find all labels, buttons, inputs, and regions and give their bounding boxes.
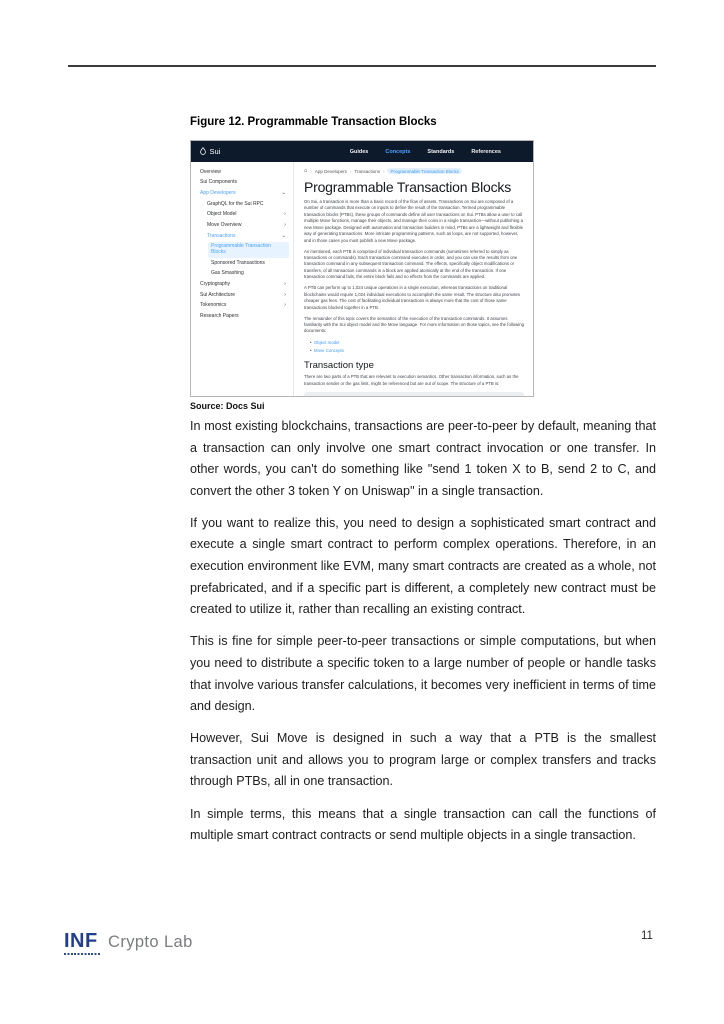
logo-tagline <box>64 953 101 956</box>
figure-caption: Figure 12. Programmable Transaction Blocks <box>190 116 437 128</box>
inf-crypto-lab-logo <box>64 931 193 955</box>
nav-item-references: References <box>471 148 501 155</box>
body-paragraph: However, Sui Move is designed in such a way that a PTB is the smallest transaction unit and allows you to program large or complex transfers and tracks through PTBs, all in one transaction. <box>190 731 656 789</box>
sidebar-item-move-overview: Move Overview › <box>204 220 289 231</box>
docs-paragraph: The remainder of this topic covers the semantics of the execution of the transaction commands. It assumes familiarity with the Sui object model and the Move language. For more information on those topics, see the following documents: <box>304 315 524 334</box>
docs-nav-links <box>350 149 501 155</box>
sui-logo-text: Sui <box>209 147 221 156</box>
docs-section-heading: Transaction type <box>304 359 374 371</box>
docs-main-content <box>294 162 533 396</box>
figure-source: Source: Docs Sui <box>190 401 265 411</box>
sidebar-item-overview: Overview <box>200 168 221 175</box>
chevron-right-icon <box>284 303 286 309</box>
report-body <box>190 416 656 857</box>
sidebar-item-tokenomics: Tokenomics › <box>197 301 289 312</box>
sidebar-item-sui-architecture: Sui Architecture › <box>197 290 289 301</box>
body-paragraph: This is fine for simple peer-to-peer transactions or simple computations, but when you need to distribute a specific token to a large number of people or handle tasks that involve various transfer calculations, it becomes very inefficient in terms of time and design. <box>190 634 656 714</box>
chevron-right-icon <box>284 223 286 229</box>
sui-droplet-icon <box>199 147 207 157</box>
docs-link-object-model: • Object model <box>310 339 524 346</box>
docs-section-paragraph: There are two parts of a PTB that are relevant to execution semantics. Other transaction information, such as the transaction sender or the gas limit, might be referenced but are out of scope. The structure of a PTB is: <box>304 374 519 386</box>
body-paragraph: In most existing blockchains, transactions are peer-to-peer by default, meaning that a transaction can only involve one smart contract invocation or one transfer. In other words, you can't do something like "send 1 token X to B, send 2 to C, and convert the other 3 token Y on Uniswap" in a single transaction. <box>190 419 656 498</box>
chevron-down-icon <box>281 234 286 240</box>
docs-navbar <box>191 141 533 162</box>
breadcrumb-separator <box>350 169 352 174</box>
sidebar-item-sui-components: Sui Components <box>200 179 237 186</box>
docs-link-move-concepts: • Move Concepts <box>310 347 524 354</box>
page-header-rule <box>68 65 656 67</box>
logo-inf-text: INF <box>64 930 98 952</box>
code-block-stub <box>304 392 524 397</box>
sui-logo <box>199 147 220 157</box>
nav-item-concepts: Concepts <box>385 148 411 155</box>
sidebar-item-cryptography: Cryptography › <box>197 279 289 290</box>
breadcrumb-current-page: Programmable Transaction Blocks <box>387 168 462 174</box>
sidebar-item-transactions: Transactions ⌄ <box>204 231 289 242</box>
sidebar-item-sponsored-transactions: Sponsored Transactions <box>211 259 265 266</box>
home-icon <box>304 168 307 174</box>
breadcrumb-separator <box>383 169 385 174</box>
body-paragraph: If you want to realize this, you need to design a sophisticated smart contract and execute a single smart contract to perform complex operations. Therefore, in an execution environment like EVM, many smart contracts are created as a whole, not prefabricated, and if a specific part is different, a completely new contract must be created to utilize it, rather than recalling an existing contract. <box>190 515 656 617</box>
docs-link-list <box>310 339 524 354</box>
breadcrumb-transactions: Transactions <box>354 168 380 174</box>
body-paragraph: In simple terms, this means that a single transaction can call the functions of multiple smart contract contracts or send multiple objects in a single transaction. <box>190 806 656 843</box>
chevron-right-icon <box>284 282 286 288</box>
chevron-right-icon <box>284 293 286 299</box>
sidebar-item-app-developers: App Developers ⌄ <box>197 188 289 199</box>
page-number: 11 <box>641 930 653 942</box>
sidebar-item-research-papers: Research Papers <box>200 313 239 320</box>
sidebar-item-graphql: GraphQL for the Sui RPC <box>207 200 264 207</box>
breadcrumb-separator <box>310 169 312 174</box>
docs-paragraph: A PTB can perform up to 1,024 unique operations in a single execution, whereas transactions on traditional blockchains would require 1,024 individual executions to accomplish the same result. The structure also promotes cheaper gas fees. The cost of facilitating individual transactions is always more that the cost of those same transactions blocked together in a PTB. <box>304 285 521 310</box>
chevron-down-icon <box>281 191 286 197</box>
nav-item-standards: Standards <box>427 148 455 155</box>
sidebar-item-gas-smashing: Gas Smashing <box>211 270 244 277</box>
sidebar-item-object-model: Object Model › <box>204 210 289 221</box>
sidebar-item-programmable-transaction-blocks: Programmable Transaction Blocks <box>208 242 289 258</box>
docs-screenshot <box>190 140 534 397</box>
nav-item-guides: Guides <box>349 148 369 155</box>
breadcrumb <box>304 168 524 174</box>
docs-paragraph: As mentioned, each PTB is comprised of individual transaction commands (sometimes referred to simply as transactions or commands). Each transaction command executes in order, and you can use the results from one transaction command in any subsequent transaction command. The effects, specifically object modifications or transfers, of all transaction commands in a block are applied atomically at the end of the transaction. If one transaction command fails, the entire block fails and no effects from the commands are applied. <box>304 248 518 280</box>
docs-sidebar <box>191 162 294 396</box>
chevron-right-icon <box>284 212 286 218</box>
docs-page-title: Programmable Transaction Blocks <box>304 179 511 195</box>
docs-paragraph: On Sui, a transaction is more than a basic record of the flow of assets. Transactions on Sui are composed of a number of commands that execute on inputs to define the result of the transaction. Termed programmable transaction blocks (PTBs), these groups of commands define all user transactions on Sui. PTBs allow a user to call multiple Move functions, manage their objects, and manage their coins in a single transaction—without publishing a new Move package. Designed with automation and transaction builders in mind, PTBs are a lightweight and flexible way of generating transactions. More intricate programming patterns, such as loops, are not supported, however, and in those cases you must publish a new Move package. <box>304 199 524 243</box>
breadcrumb-app-developers: App Developers <box>314 168 347 174</box>
logo-crypto-lab-text: Crypto Lab <box>108 933 193 951</box>
